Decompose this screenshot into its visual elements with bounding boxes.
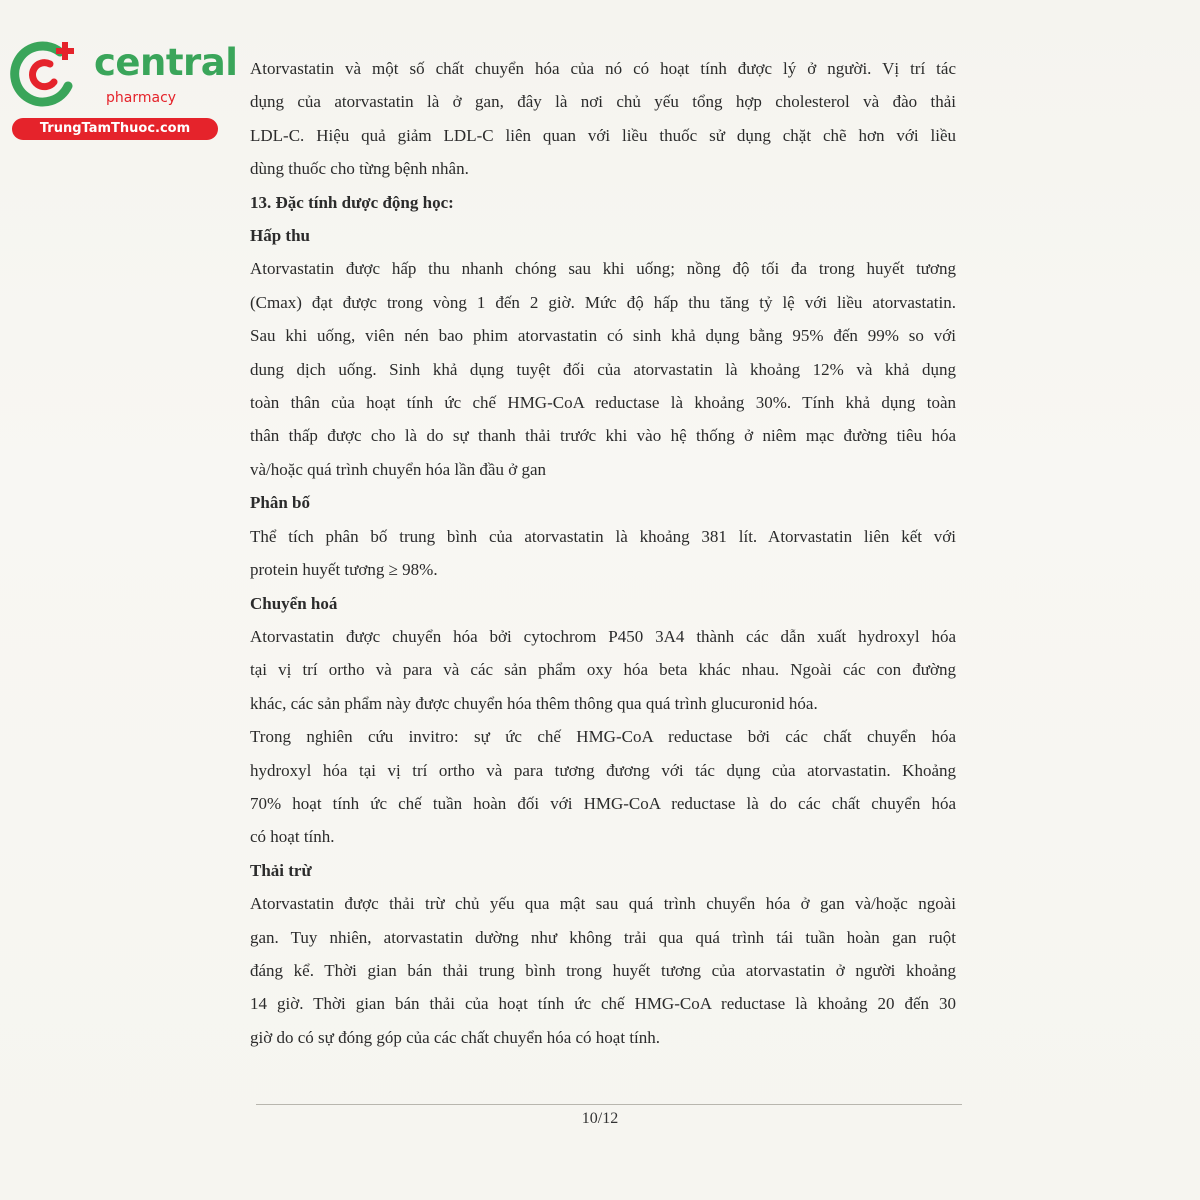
heading-metabolism: Chuyển hoá: [250, 593, 338, 613]
text-line: Trong nghiên cứu invitro: sự ức chế HMG-CoA reductase bởi các chất chuyển hóa: [250, 727, 956, 747]
text-line: LDL-C. Hiệu quả giảm LDL-C liên quan với liều thuốc sử dụng chặt chẽ hơn với liều: [250, 125, 956, 145]
central-pharmacy-logo-icon: [10, 38, 82, 110]
text-line: protein huyết tương ≥ 98%.: [250, 560, 438, 580]
text-line: Atorvastatin được chuyển hóa bởi cytochrom P450 3A4 thành các dẫn xuất hydroxyl hóa: [250, 626, 956, 646]
text-line: Atorvastatin và một số chất chuyển hóa của nó có hoạt tính được lý ở người. Vị trí tác: [250, 59, 956, 78]
section-title: 13. Đặc tính dược động học:: [250, 192, 454, 212]
text-line: đáng kể. Thời gian bán thải trung bình trong huyết tương của atorvastatin ở người khoảng: [250, 960, 956, 980]
text-line: toàn thân của hoạt tính ức chế HMG-CoA reductase là khoảng 30%. Tính khả dụng toàn: [250, 393, 956, 413]
text-line: (Cmax) đạt được trong vòng 1 đến 2 giờ. Mức độ hấp thu tăng tỷ lệ với liều atorvastatin.: [250, 292, 956, 312]
text-line: Thể tích phân bố trung bình của atorvastatin là khoảng 381 lít. Atorvastatin liên kết với: [250, 526, 956, 546]
text-line: khác, các sản phẩm này được chuyển hóa thêm thông qua quá trình glucuronid hóa.: [250, 693, 818, 713]
text-line: dụng của atorvastatin là ở gan, đây là nơi chủ yếu tổng hợp cholesterol và đào thải: [250, 92, 956, 112]
page-number: 10/12: [581, 1110, 619, 1127]
text-line: gan. Tuy nhiên, atorvastatin dường như không trải qua quá trình tái tuần hoàn gan ruột: [250, 927, 956, 947]
text-line: Sau khi uống, viên nén bao phim atorvastatin có sinh khả dụng bằng 95% đến 99% so với: [250, 326, 956, 346]
absorption-paragraph: [250, 252, 956, 486]
logo-subtitle: pharmacy: [106, 90, 177, 106]
metabolism-paragraph: [250, 620, 956, 720]
text-line: tại vị trí ortho và para và các sản phẩm oxy hóa beta khác nhau. Ngoài các con đường: [250, 660, 956, 680]
logo-website: TrungTamThuoc.com: [12, 118, 218, 140]
text-line: Atorvastatin được thải trừ chủ yếu qua mật sau quá trình chuyển hóa ở gan và/hoặc ngoài: [250, 894, 956, 914]
heading-elimination: Thải trừ: [250, 860, 312, 880]
text-line: thân thấp được cho là do sự thanh thải trước khi vào hệ thống ở niêm mạc đường tiêu hóa: [250, 426, 956, 446]
text-line: 14 giờ. Thời gian bán thải của hoạt tính ức chế HMG-CoA reductase là khoảng 20 đến 30: [250, 994, 956, 1014]
text-line: 70% hoạt tính ức chế tuần hoàn đối với HMG-CoA reductase là do các chất chuyển hóa: [250, 793, 956, 813]
text-line: giờ do có sự đóng góp của các chất chuyển hóa có hoạt tính.: [250, 1027, 661, 1047]
text-line: hydroxyl hóa tại vị trí ortho và para tương đương với tác dụng của atorvastatin. Khoảng: [250, 760, 956, 780]
logo: [10, 36, 238, 136]
logo-name: central: [94, 41, 238, 84]
intro-paragraph: [250, 52, 956, 186]
text-line: dung dịch uống. Sinh khả dụng tuyệt đối của atorvastatin là khoảng 12% và khả dụng: [250, 359, 956, 379]
heading-absorption: Hấp thu: [250, 226, 310, 246]
document-body: [250, 52, 956, 1054]
text-line: có hoạt tính.: [250, 827, 335, 847]
footer-divider: [256, 1104, 962, 1105]
text-line: dùng thuốc cho từng bệnh nhân.: [250, 159, 469, 179]
metabolism-invitro-paragraph: [250, 720, 956, 854]
text-line: và/hoặc quá trình chuyển hóa lần đầu ở gan: [250, 459, 546, 479]
text-line: Atorvastatin được hấp thu nhanh chóng sau khi uống; nồng độ tối đa trong huyết tương: [250, 259, 956, 279]
elimination-paragraph: [250, 887, 956, 1054]
heading-distribution: Phân bố: [250, 493, 310, 513]
distribution-paragraph: [250, 520, 956, 587]
